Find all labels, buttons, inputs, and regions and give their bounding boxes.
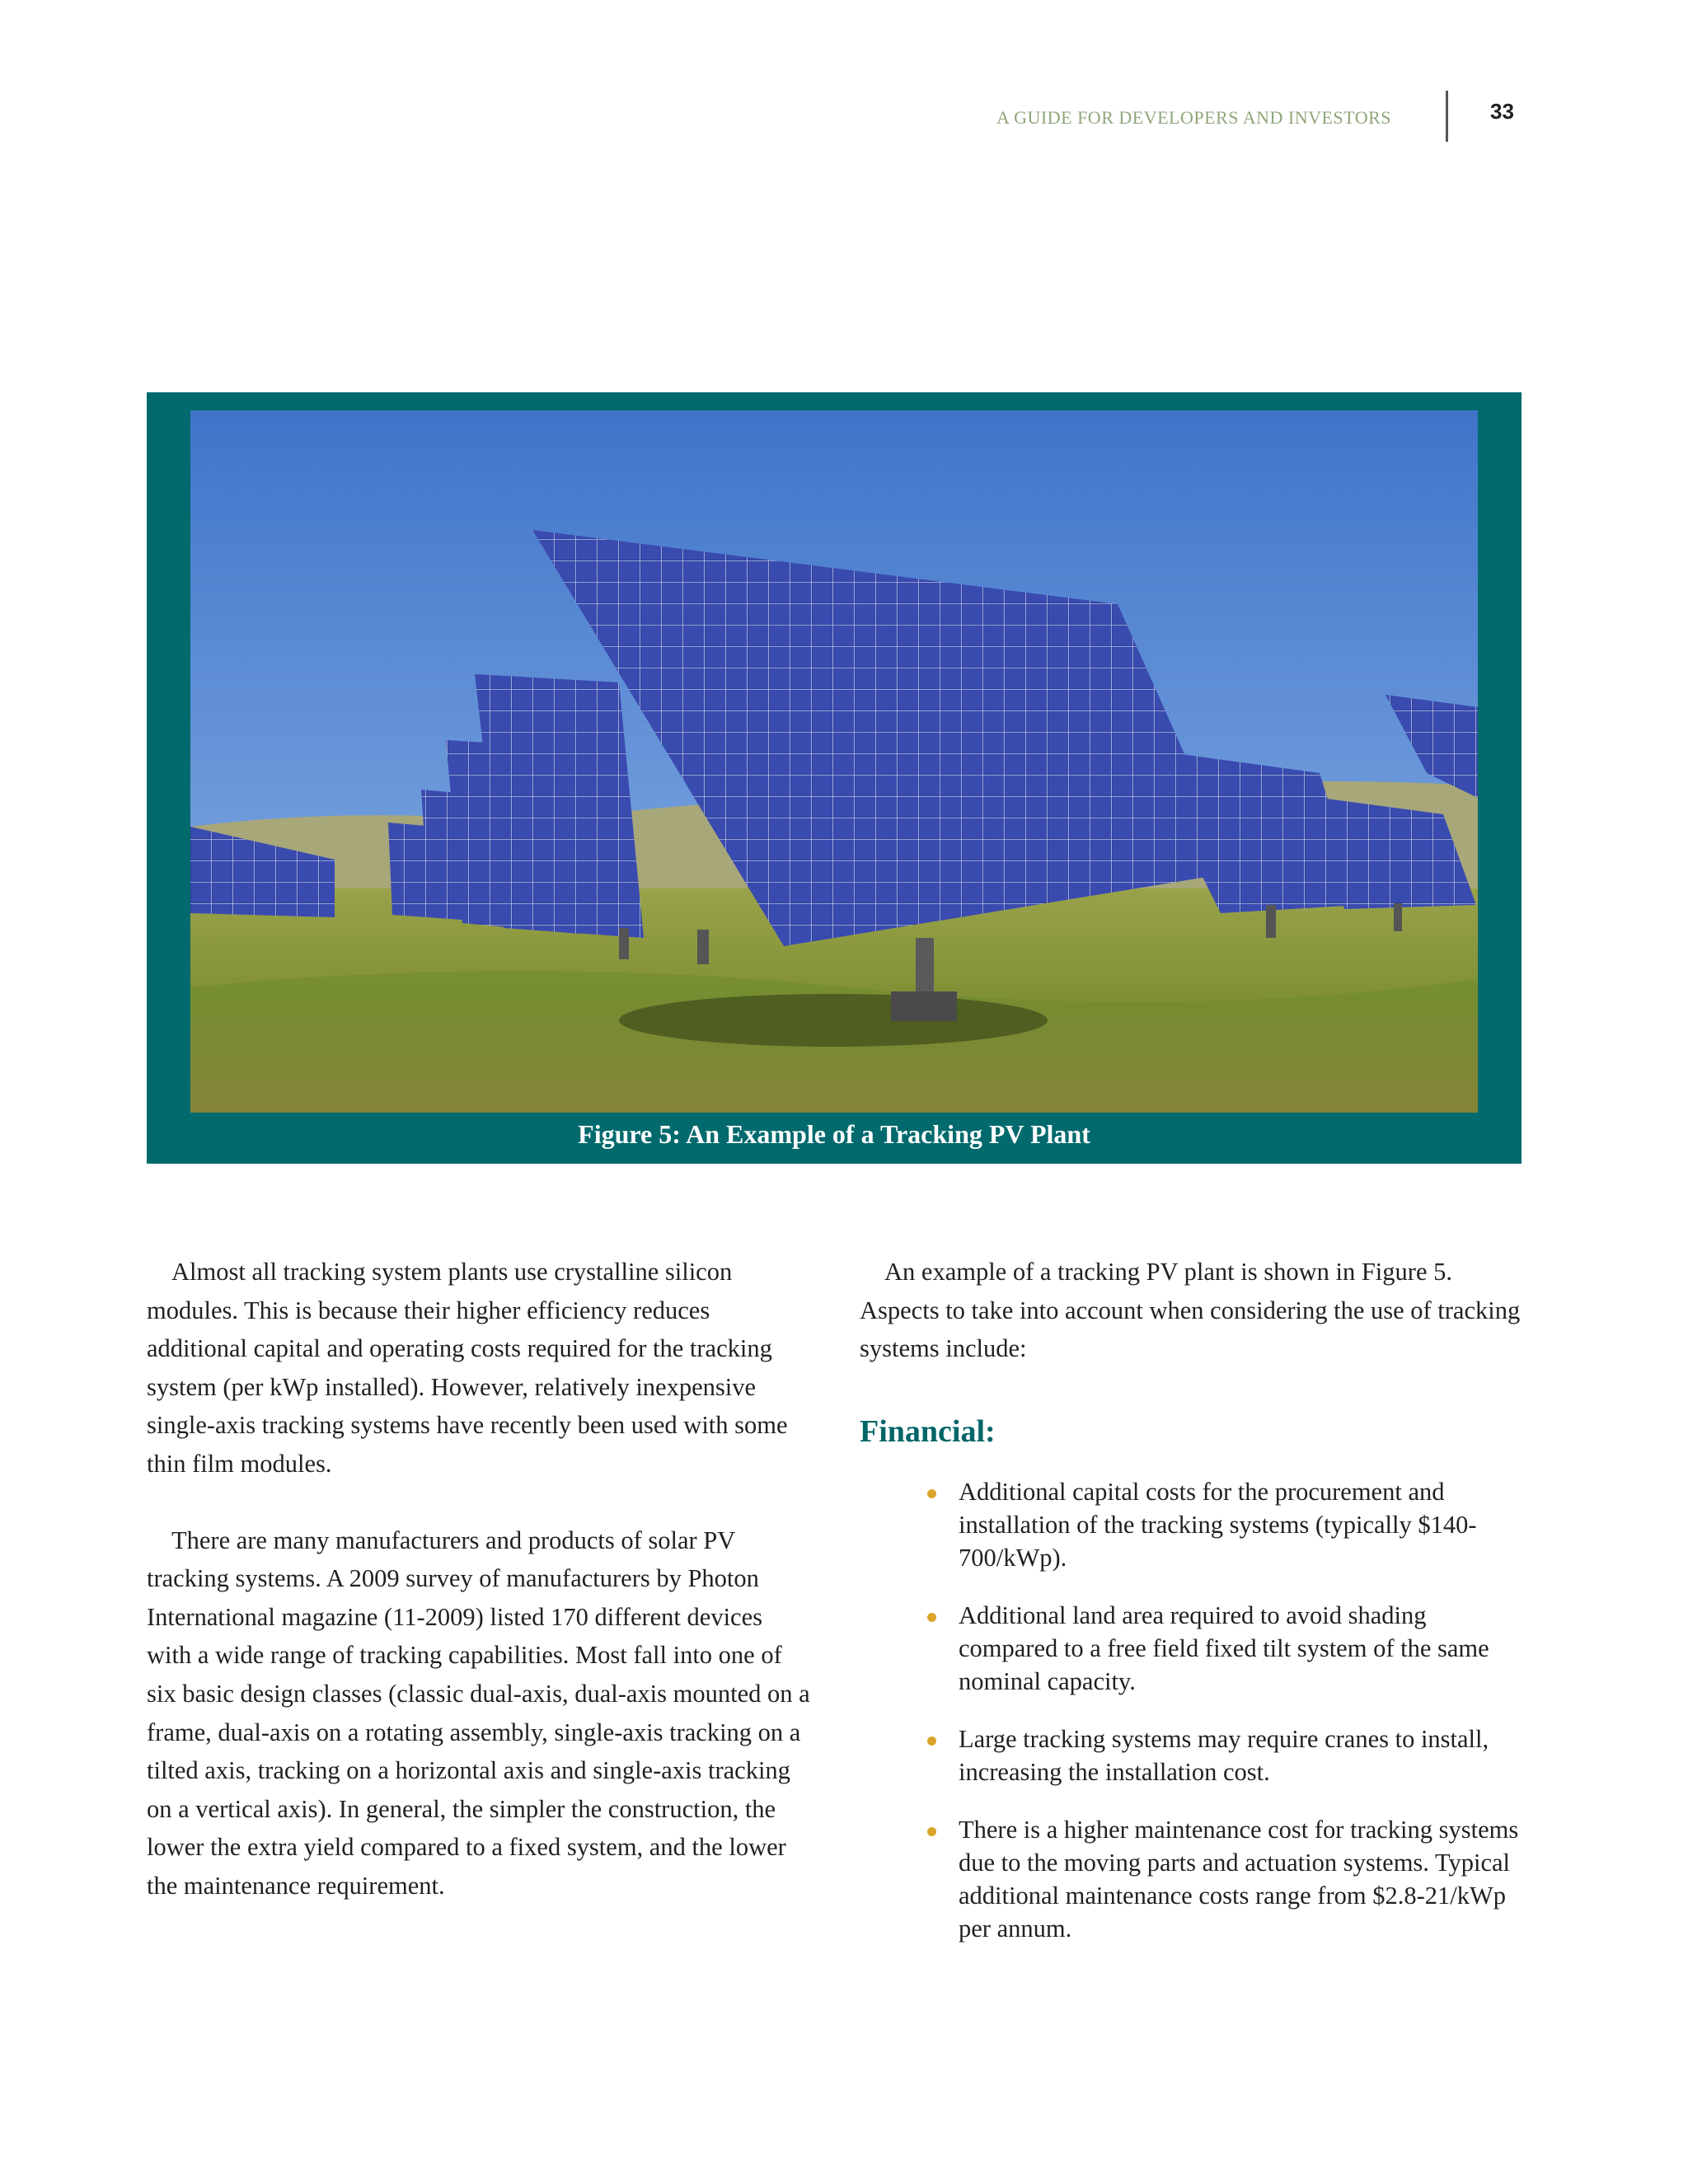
list-item-text: Additional land area required to avoid shading compared to a free field fixed tilt system of the same nominal capacity.: [959, 1601, 1489, 1695]
figure-frame: [147, 392, 1522, 1164]
list-item: [860, 1813, 1526, 1945]
bullet-dot: [927, 1613, 936, 1622]
section-heading-financial: Financial:: [860, 1413, 996, 1449]
paragraph-manufacturers: There are many manufacturers and products of solar PV tracking systems. A 2009 survey of manufacturers by Photon International magazine (11-2009) listed 170 different devices with a wide range of tracking capabilities. Most fall into one of six basic design classes (classic dual-axis, dual-axis mounted on a frame, dual-axis on a rotating assembly, single-axis tracking on a tilted axis, tracking on a horizontal axis and single-axis tracking on a vertical axis). In general, the simpler the construction, the lower the extra yield compared to a fixed system, and the lower the maintenance requirement.: [147, 1526, 810, 1900]
list-item-text: There is a higher maintenance cost for tracking systems due to the moving parts and actuation systems. Typical additional maintenance costs range from $2.8-21/kWp per annum.: [959, 1815, 1519, 1943]
bullet-dot: [927, 1489, 936, 1498]
header-divider: [1446, 91, 1448, 142]
page-number: 33: [1490, 99, 1514, 124]
bullet-dot: [927, 1827, 936, 1836]
bullet-dot: [927, 1736, 936, 1746]
paragraph-crystalline-modules: Almost all tracking system plants use crystalline silicon modules. This is because their higher efficiency reduces additional capital and operating costs required for the tracking system (per kWp installed). However, relatively inexpensive single-axis tracking systems have recently been used with some thin film modules.: [147, 1258, 788, 1478]
paragraph-intro: An example of a tracking PV plant is shown in Figure 5. Aspects to take into account when considering the use of tracking systems include:: [860, 1258, 1521, 1363]
figure-caption: Figure 5: An Example of a Tracking PV Plant: [578, 1119, 1090, 1149]
tracking-pv-plant-photo: [190, 410, 1478, 1113]
list-item-text: Large tracking systems may require cranes to install, increasing the installation cost.: [959, 1724, 1489, 1786]
list-item: [860, 1599, 1526, 1698]
list-item: [860, 1722, 1526, 1788]
running-head: A GUIDE FOR DEVELOPERS AND INVESTORS: [996, 107, 1391, 128]
list-item-text: Additional capital costs for the procurement and installation of the tracking systems (typically $140-700/kWp).: [959, 1477, 1477, 1572]
list-item: [860, 1475, 1526, 1574]
financial-bullet-list: [860, 1475, 1526, 1945]
left-column: [147, 1253, 813, 1905]
right-column: [860, 1253, 1526, 1970]
